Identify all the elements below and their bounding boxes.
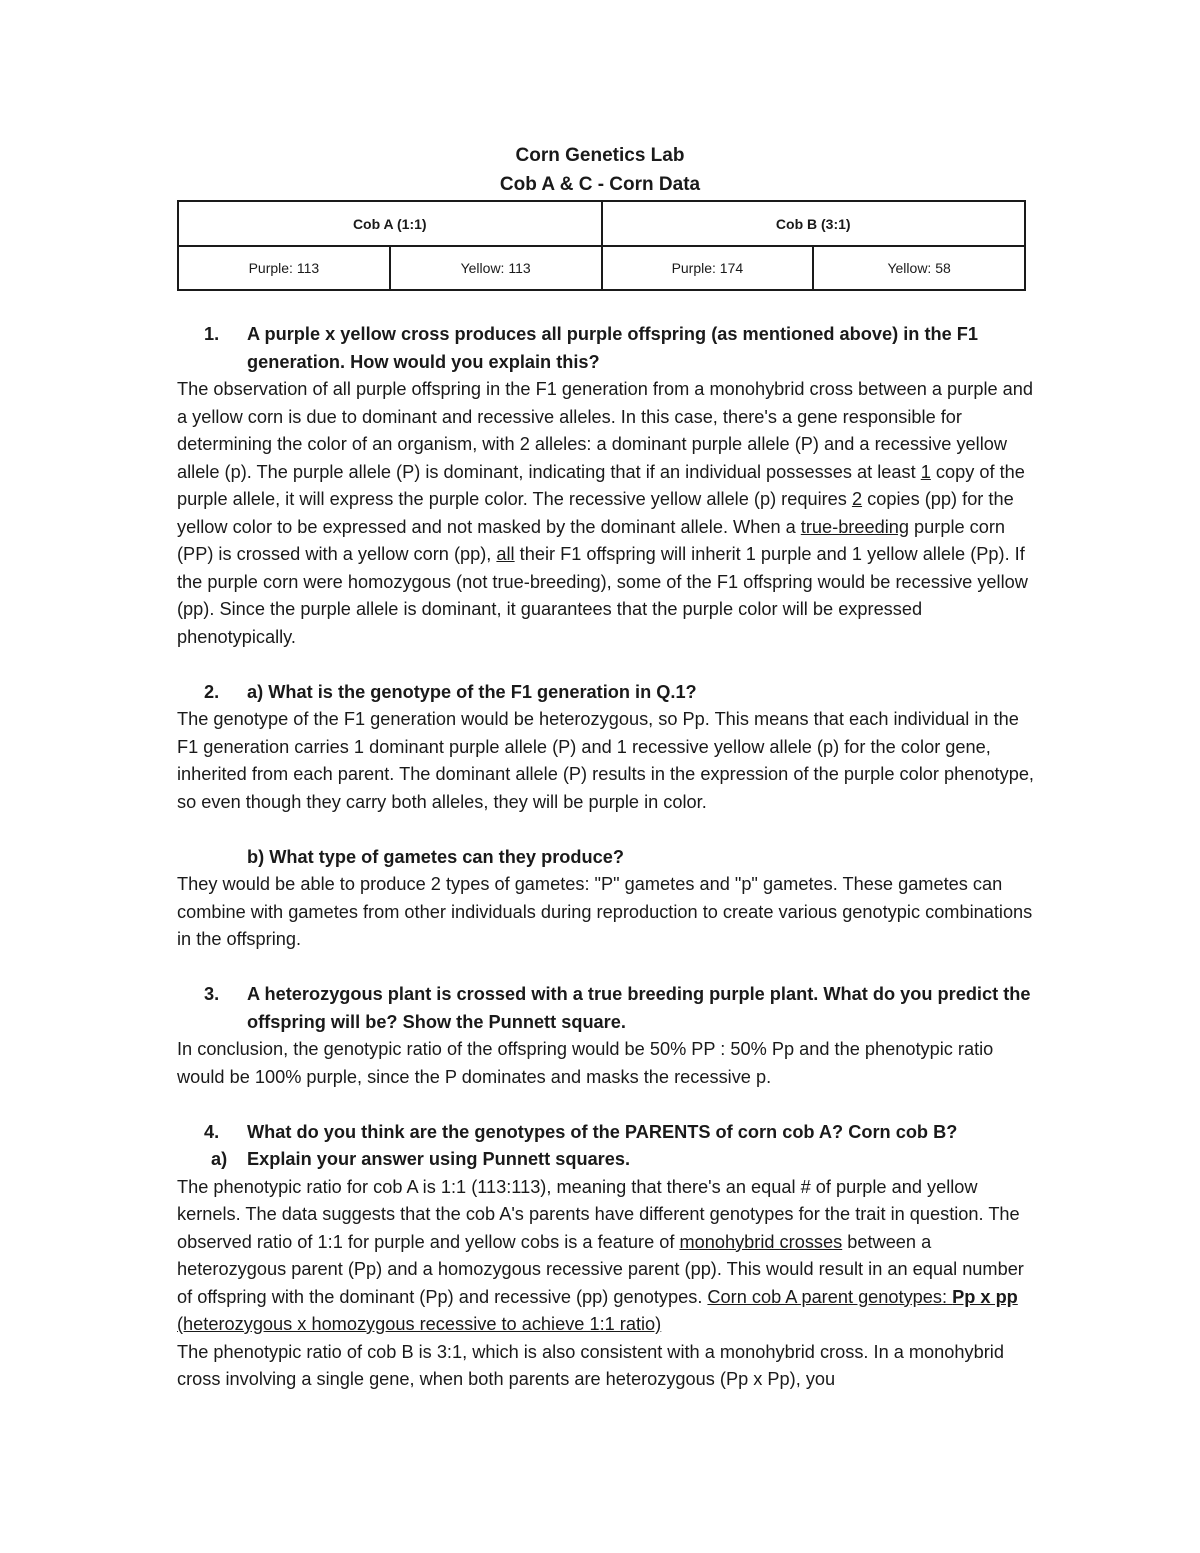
answer-2b: They would be able to produce 2 types of gametes: "P" gametes and "p" gametes. These gametes can combine with gametes from other individuals during reproduction to create various genotypic combinations in the offspring. (177, 874, 1033, 949)
spacer (177, 816, 1037, 844)
answer-4-cob-b: The phenotypic ratio of cob B is 3:1, which is also consistent with a monohybrid cross. In a monohybrid cross involving a single gene, when both parents are heterozygous (Pp x Pp), you (177, 1341, 1004, 1389)
question-text: What do you think are the genotypes of the PARENTS of corn cob A? Corn cob B? (247, 1121, 958, 1142)
question-text: A heterozygous plant is crossed with a true breeding purple plant. What do you predict the offspring will be? Show the Punnett square. (247, 984, 1031, 1032)
answer-text: purple corn (PP) is crossed with a yellow corn (pp), (177, 516, 1006, 564)
table-cell-cob-b-purple: Purple: 174 (602, 246, 814, 290)
answer-underline: all (496, 544, 515, 564)
answer-underline: (heterozygous x homozygous recessive to achieve 1:1 ratio) (177, 1314, 662, 1334)
answer-1 (177, 376, 1037, 651)
answer-underline: 2 (851, 489, 863, 509)
question-number: 3. (204, 984, 220, 1004)
answer-text: copies (pp) for the yellow color to be expressed and not masked by the dominant allele. When a (177, 489, 1014, 537)
answer-3: In conclusion, the genotypic ratio of the offspring would be 50% PP : 50% Pp and the phenotypic ratio would be 100% purple, since the P dominates and masks the recessive p. (177, 1039, 994, 1087)
document-title: Corn Genetics Lab (515, 145, 685, 166)
answer-underline: monohybrid crosses (679, 1231, 843, 1252)
question-4a (177, 1146, 1037, 1174)
table-cell-cob-a-yellow: Yellow: 113 (390, 246, 602, 290)
spacer (177, 1091, 1037, 1119)
answer-4 (177, 1174, 1037, 1339)
table-header-cob-a: Cob A (1:1) (178, 201, 602, 246)
table-cell-cob-b-yellow: Yellow: 58 (813, 246, 1025, 290)
question-number: 4. (204, 1121, 220, 1142)
question-1 (177, 321, 1037, 376)
answer-underline: Corn cob A parent genotypes: (707, 1286, 953, 1307)
corn-data-table (177, 200, 1026, 291)
answer-text: their F1 offspring will inherit 1 purple and 1 yellow allele (Pp). If the purple corn were homozygous (not true-breeding), some of the F1 offspring would be recessive yellow (pp). Since the purple allele is dominant, it guarantees that the purple color will be expressed phenotypically. (177, 544, 1028, 647)
answer-text: The phenotypic ratio for cob A is 1:1 (113:113), meaning that there's an equal # of purple and yellow kernels. The data suggests that the cob A's parents have different genotypes for the trait in question. The observed ratio of 1:1 for purple and yellow cobs is a feature of (177, 1176, 1020, 1252)
answer-genotype: Pp x pp (952, 1286, 1018, 1307)
spacer (177, 954, 1037, 982)
answer-underline: true-breeding (800, 516, 909, 537)
table-header-row (178, 201, 1025, 246)
question-number: a) (211, 1149, 228, 1169)
question-number: 2. (204, 681, 220, 702)
question-text: Explain your answer using Punnett squares. (247, 1149, 631, 1169)
table-cell-cob-a-purple: Purple: 113 (178, 246, 390, 290)
table-row (178, 246, 1025, 290)
document-body (177, 321, 1037, 1394)
answer-text: copy of the purple allele, it will express the purple color. The recessive yellow allele (p) requires (177, 461, 1025, 509)
answer-text: between a heterozygous parent (Pp) and a homozygous recessive parent (pp). This would result in an equal number of offspring with the dominant (Pp) and recessive (pp) genotypes. (177, 1231, 1024, 1307)
answer-underline: 1 (920, 461, 931, 482)
question-2b: b) What type of gametes can they produce? (247, 846, 624, 867)
spacer (177, 651, 1037, 679)
question-4 (177, 1119, 1037, 1147)
question-text: a) What is the genotype of the F1 generation in Q.1? (247, 681, 697, 702)
answer-text: The observation of all purple offspring in the F1 generation from a monohybrid cross between a purple and a yellow corn is due to dominant and recessive alleles. In this case, there's a gene responsible for determining the color of an organism, with 2 alleles: a dominant purple allele (P) and a recessive yellow allele (p). The purple allele (P) is dominant, indicating that if an individual possesses at least (177, 379, 1033, 482)
question-2 (177, 679, 1037, 707)
answer-2a: The genotype of the F1 generation would be heterozygous, so Pp. This means that each individual in the F1 generation carries 1 dominant purple allele (P) and 1 recessive yellow allele (p) for the color gene, inherited from each parent. The dominant allele (P) results in the expression of the purple color phenotype, so even though they carry both alleles, they will be purple in color. (177, 709, 1034, 812)
document-subtitle: Cob A & C - Corn Data (499, 174, 701, 195)
question-3 (177, 981, 1037, 1036)
question-text: A purple x yellow cross produces all purple offspring (as mentioned above) in the F1 generation. How would you explain this? (247, 324, 978, 372)
table-header-cob-b: Cob B (3:1) (602, 201, 1026, 246)
question-number: 1. (204, 324, 220, 344)
